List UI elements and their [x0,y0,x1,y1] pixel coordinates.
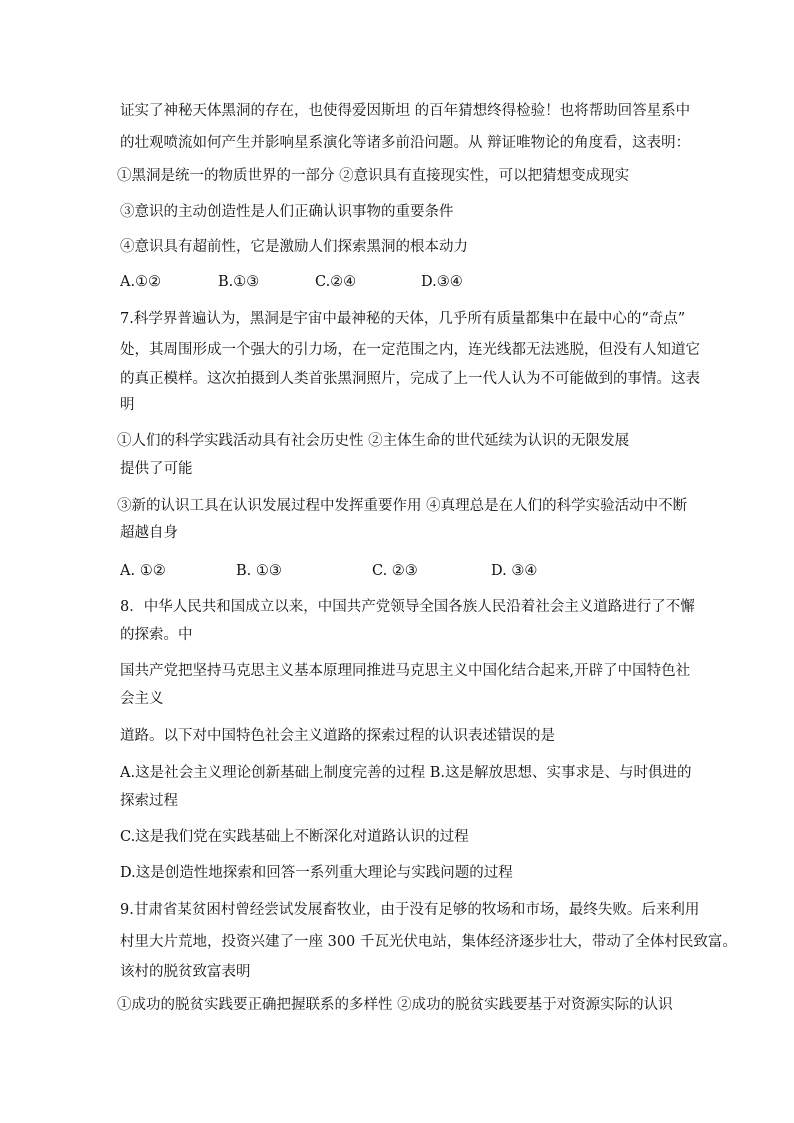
q6-statement-3: ③意识的主动创造性是人们正确认识事物的重要条件 [120,204,454,220]
q8-stem-line-5: 道路。以下对中国特色社会主义道路的探索过程的认识表述错误的是 [120,728,555,744]
q7-option-c: C. ②③ [372,563,418,579]
q6-option-c: C.②④ [315,274,357,290]
q7-stem-line-1: 7.科学界普遍认为，黑洞是宇宙中最神秘的天体，几乎所有质量都集中在最中心的“奇点” [120,311,686,327]
q8-option-a-b: A.这是社会主义理论创新基础上制度完善的过程 B.这是解放思想、实事求是、与时俱进的 [120,765,692,781]
q8-option-c: C.这是我们党在实践基础上不断深化对道路认识的过程 [120,829,469,845]
q8-stem-line-2: 的探索。中 [120,627,193,643]
q7-option-b: B. ①③ [236,563,282,579]
q7-stem-line-4: 明 [120,397,135,413]
q7-statement-2-cont: 提供了可能 [120,461,193,477]
q7-stem-line-3: 的真正模样。这次拍摄到人类首张黑洞照片，完成了上一代人认为不可能做到的事情。这表 [120,371,700,387]
q6-option-b: B.①③ [218,274,260,290]
q6-option-d: D.③④ [421,274,463,290]
q8-option-b-cont: 探索过程 [120,793,178,809]
q7-option-d: D. ③④ [491,563,538,579]
q8-stem-line-1: 8．中华人民共和国成立以来，中国共产党领导全国各族人民沿着社会主义道路进行了不懈 [120,599,695,615]
q6-stem-line-2: 的壮观喷流如何产生并影响星系演化等诸多前沿问题。从 辩证唯物论的角度看，这表明： [120,135,691,151]
q8-option-d: D.这是创造性地探索和回答一系列重大理论与实践问题的过程 [120,865,513,881]
q7-statement-4-cont: 超越自身 [120,525,178,541]
q6-statement-1-2: ①黑洞是统一的物质世界的一部分 ②意识具有直接现实性，可以把猜想变成现实 [117,168,630,184]
q9-stem-line-3: 该村的脱贫致富表明 [120,964,251,980]
q8-stem-line-4: 会主义 [120,691,164,707]
q6-stem-line-1: 证实了神秘天体黑洞的存在，也使得爱因斯坦 的百年猜想终得检验！也将帮助回答星系中 [120,103,691,119]
q9-statement-1-2: ①成功的脱贫实践要正确把握联系的多样性 ②成功的脱贫实践要基于对资源实际的认识 [117,997,673,1013]
q6-statement-4: ④意识具有超前性，它是激励人们探索黑洞的根本动力 [120,239,468,255]
q7-statement-1-2: ①人们的科学实践活动具有社会历史性 ②主体生命的世代延续为认识的无限发展 [117,433,630,449]
q9-stem-line-1: 9.甘肃省某贫困村曾经尝试发展畜牧业，由于没有足够的牧场和市场，最终失败。后来利用 [120,902,700,918]
q8-stem-line-3: 国共产党把坚持马克思主义基本原理同推进马克思主义中国化结合起来,开辟了中国特色社 [120,663,691,679]
q7-option-a: A. ①② [120,563,166,579]
q7-statement-3-4: ③新的认识工具在认识发展过程中发挥重要作用 ④真理总是在人们的科学实验活动中不断 [117,498,688,514]
q9-stem-line-2: 村里大片荒地，投资兴建了一座 300 千瓦光伏电站，集体经济逐步壮大，带动了全体村民致富。 [120,934,737,950]
q6-option-a: A.①② [120,274,162,290]
q7-stem-line-2: 处，其周围形成一个强大的引力场，在一定范围之内，连光线都无法逃脱，但没有人知道它 [120,342,700,358]
